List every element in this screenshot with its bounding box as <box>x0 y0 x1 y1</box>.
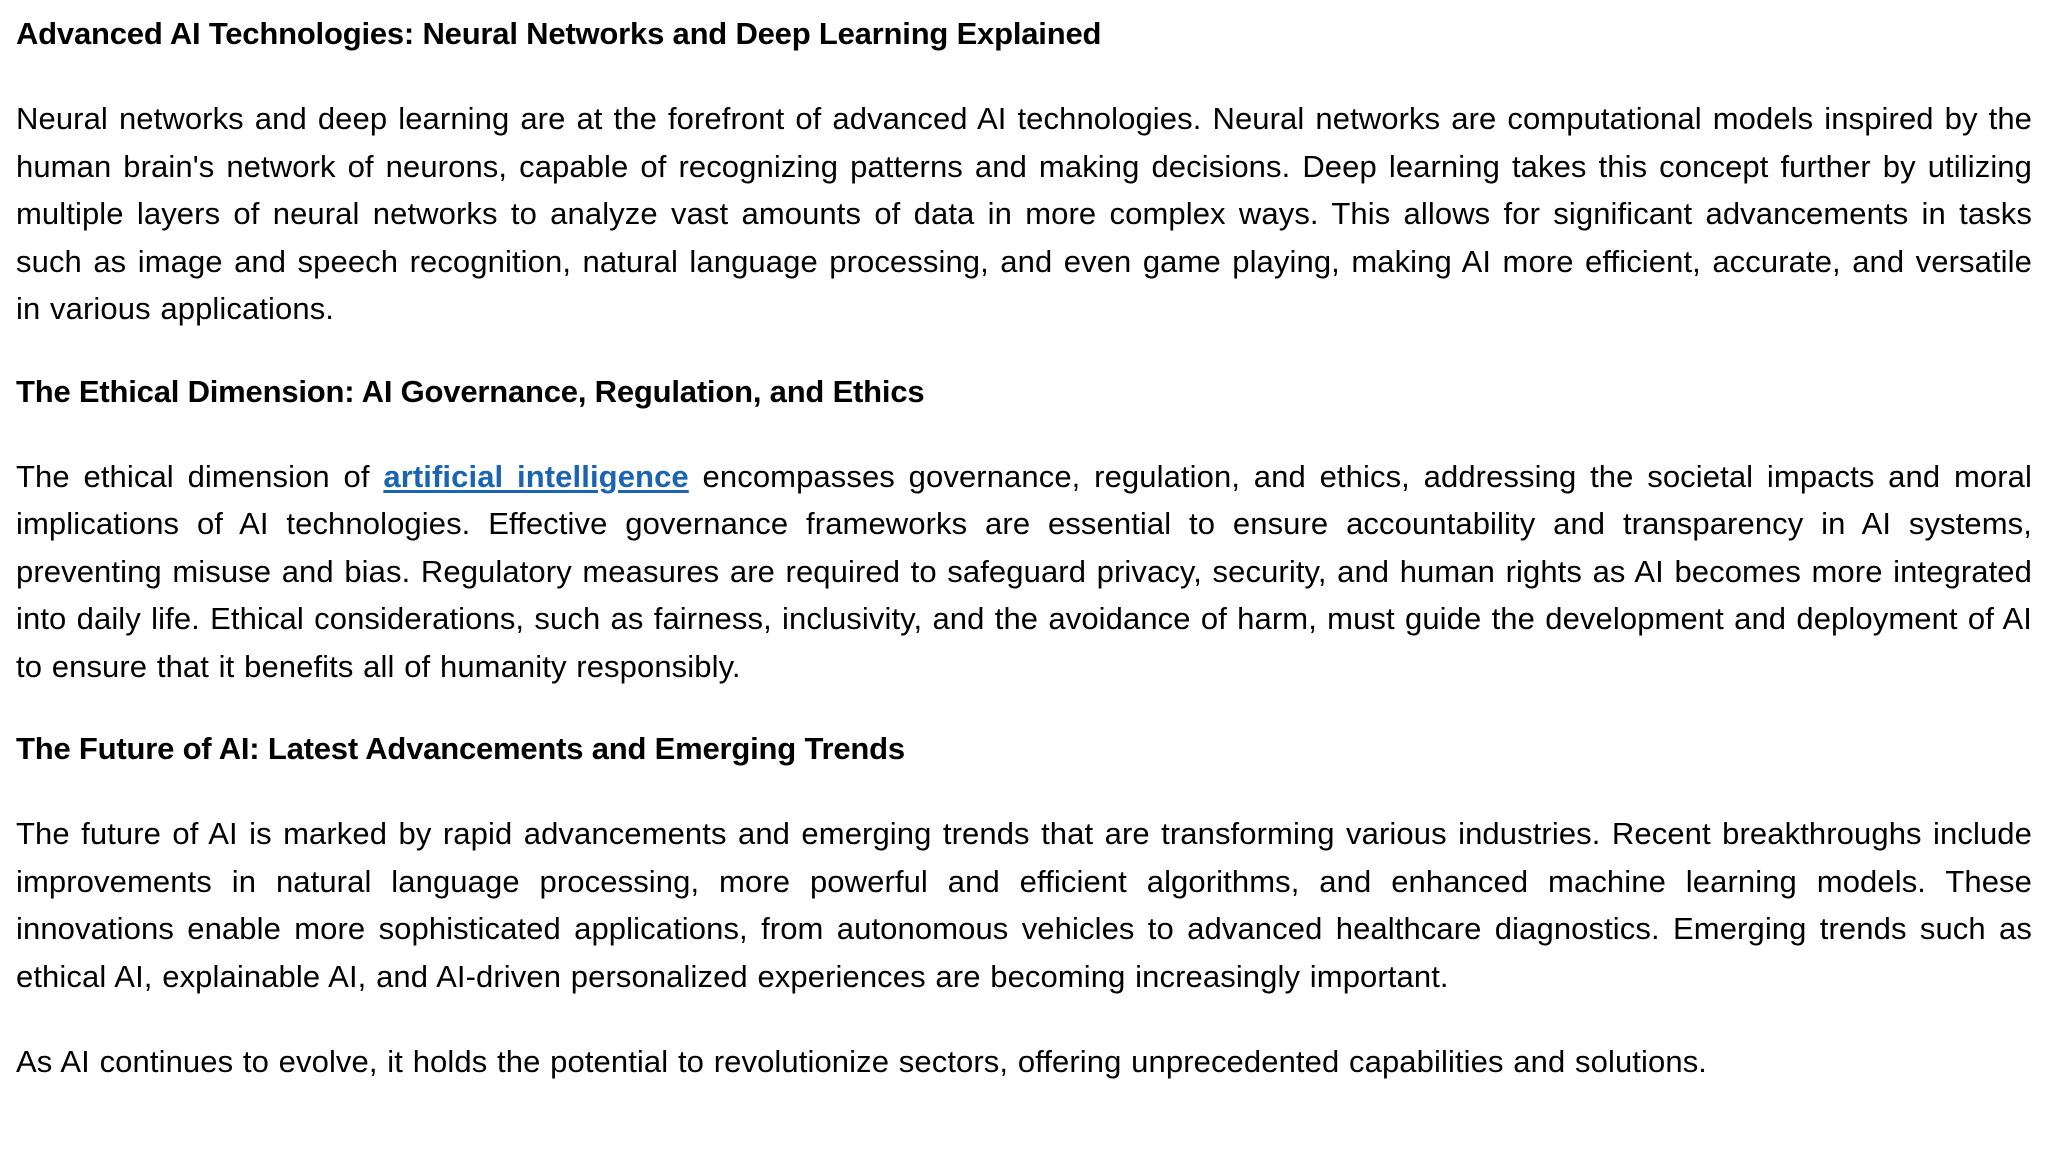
paragraph-ethics <box>16 453 2032 691</box>
section-heading-ethics: The Ethical Dimension: AI Governance, Regulation, and Ethics <box>16 373 925 409</box>
artificial-intelligence-link[interactable]: artificial intelligence <box>383 458 689 494</box>
paragraph-ethics-start: The ethical dimension of <box>16 458 384 494</box>
paragraph-neural-networks: Neural networks and deep learning are at the forefront of advanced AI technologies. Neural networks are computational models inspired by the human brain's network of neurons, capable of recognizing patterns and making decisions. Deep learning takes this concept further by utilizing multiple layers of neural networks to analyze vast amounts of data in more complex ways. This allows for significant advancements in tasks such as image and speech recognition, natural language processing, and even game playing, making AI more efficient, accurate, and versatile in various applications. <box>16 101 2032 326</box>
section-heading-neural-networks: Advanced AI Technologies: Neural Networks and Deep Learning Explained <box>16 16 1102 51</box>
paragraph-ethics-end: encompasses governance, regulation, and ethics, addressing the societal impacts and moral implications of AI technologies. Effective governance frameworks are essential to ensure accountability and transparency in AI systems, preventing misuse and bias. Regulatory measures are required to safeguard privacy, security, and human rights as AI becomes more integrated into daily life. Ethical considerations, such as fairness, inclusivity, and the avoidance of harm, must guide the development and deployment of AI to ensure that it benefits all of humanity responsibly. <box>16 458 2032 684</box>
paragraph-closing: As AI continues to evolve, it holds the potential to revolutionize sectors, offering unprecedented capabilities and solutions. <box>16 1044 1708 1079</box>
paragraph-future: The future of AI is marked by rapid advancements and emerging trends that are transforming various industries. Recent breakthroughs include improvements in natural language processing, more powerful and efficient algorithms, and enhanced machine learning models. These innovations enable more sophisticated applications, from autonomous vehicles to advanced healthcare diagnostics. Emerging trends such as ethical AI, explainable AI, and AI-driven personalized experiences are becoming increasingly important. <box>16 816 2032 994</box>
article-body <box>16 13 2032 1086</box>
section-heading-future: The Future of AI: Latest Advancements and Emerging Trends <box>16 731 905 766</box>
